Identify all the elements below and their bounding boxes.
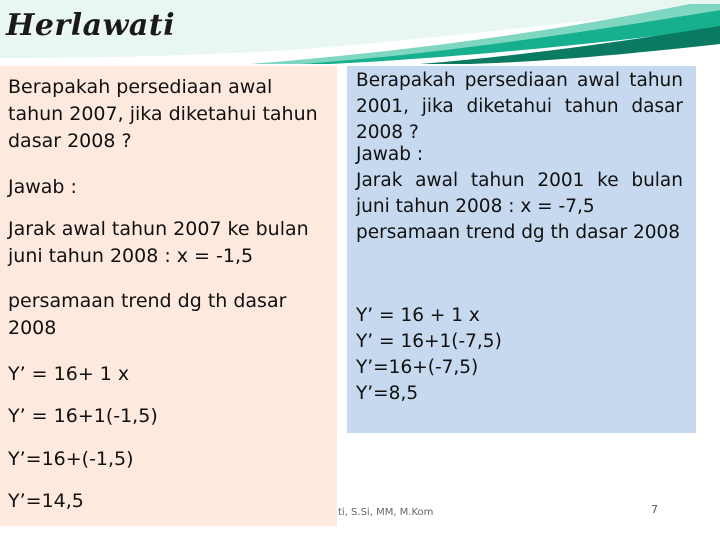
page-number: 7 [651,503,658,516]
right-example-panel [347,66,696,433]
right-equation-4: Y’=8,5 [356,383,419,404]
left-equation-4: Y’=14,5 [8,490,84,512]
right-answer-label: Jawab : [356,144,424,165]
right-distance: Jarak awal tahun 2001 ke bulan juni tahun 2008 : x = -7,5 [356,170,683,217]
left-question: Berapakah persediaan awal tahun 2007, jika diketahui tahun dasar 2008 ? [8,76,318,152]
footer-author: ti, S.Si, MM, M.Kom [338,507,434,518]
right-trend-label: persamaan trend dg th dasar 2008 [356,222,681,243]
left-equation-1: Y’ = 16+ 1 x [8,363,130,385]
left-trend-label: persamaan trend dg th dasar 2008 [8,290,287,339]
logo-herlawati: Herlawati [6,8,176,43]
left-answer-label: Jawab : [8,176,77,198]
right-equation-2: Y’ = 16+1(-7,5) [356,331,502,352]
left-distance: Jarak awal tahun 2007 ke bulan juni tahun 2008 : x = -1,5 [8,218,309,267]
left-example-panel [0,66,337,526]
right-question: Berapakah persediaan awal tahun 2001, jika diketahui tahun dasar 2008 ? [356,70,683,143]
left-equation-2: Y’ = 16+1(-1,5) [8,405,158,427]
right-equation-1: Y’ = 16 + 1 x [356,305,480,326]
header-band [0,0,720,64]
right-equation-3: Y’=16+(-7,5) [356,357,479,378]
left-equation-3: Y’=16+(-1,5) [8,448,134,470]
